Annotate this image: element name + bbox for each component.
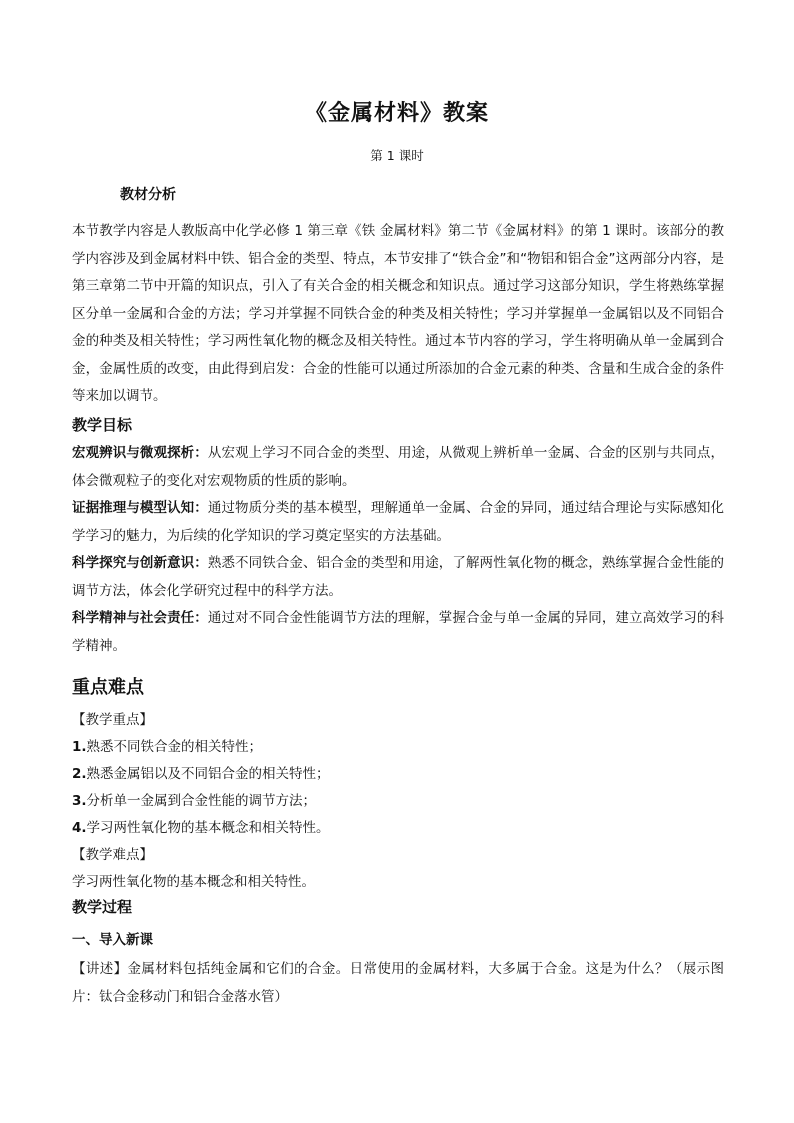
key-heading: 重点难点 [72,677,144,698]
key-points-label: 【教学重点】 [72,712,153,728]
goal-text: 从宏观上学习不同合金的类型、用途，从微观上辨析单一金属、合金的区别与共同点，体会微观粒子的变化对宏观物质的性质的影响。 [72,445,725,489]
goal-paragraph [72,495,724,550]
goal-paragraph [72,440,724,495]
goal-label: 宏观辨识与微观探析： [72,445,208,461]
document-title: 《金属材料》教案 [304,101,489,126]
key-point-item [72,735,262,755]
key-point-item [72,789,316,809]
key-point-number: 4. [72,820,87,836]
key-point-number: 2. [72,766,87,782]
difficulty-label: 【教学难点】 [72,847,153,863]
goal-label: 科学精神与社会责任： [72,610,208,626]
key-point-number: 1. [72,739,87,755]
goal-label: 科学探究与创新意识： [72,555,208,571]
key-point-text: 熟悉不同铁合金的相关特性； [86,739,263,755]
lecture-paragraph: 【讲述】金属材料包括纯金属和它们的合金。日常使用的金属材料，大多属于合金。这是为什么？（展示图片：钛合金移动门和铝合金落水管） [72,961,724,1005]
key-point-item [72,762,330,782]
key-point-number: 3. [72,793,87,809]
analysis-paragraph: 本节教学内容是人教版高中化学必修 1 第三章《铁 金属材料》第二节《金属材料》的第 1 课时。该部分的教学内容涉及到金属材料中铁、铝合金的类型、特点，本节安排了“铁合金”和“物铝和铝合金”这两部分内容，是第三章第二节中开篇的知识点，引入了有关合金的相关概念和知识点。通过学习这部分知识，学生将熟练掌握区分单一金属和合金的方法；学习并掌握不同铁合金的种类及相关特性；学习并掌握单一金属铝以及不同铝合金的种类及相关特性；学习两性氧化物的概念及相关特性。通过本节内容的学习，学生将明确从单一金属到合金，金属性质的改变，由此得到启发：合金的性能可以通过所添加的合金元素的种类、含量和生成合金的条件等来加以调节。 [72,223,724,404]
key-point-text: 熟悉金属铝以及不同铝合金的相关特性； [86,766,330,782]
key-point-text: 学习两性氧化物的基本概念和相关特性。 [86,820,330,836]
section-heading: 一、导入新课 [72,932,153,948]
goal-text: 通过物质分类的基本模型，理解通单一金属、合金的异同，通过结合理论与实际感知化学学习的魅力，为后续的化学知识的学习奠定坚实的方法基础。 [72,500,725,544]
goal-text: 通过对不同合金性能调节方法的理解，掌握合金与单一金属的异同，建立高效学习的科学精神。 [72,610,725,654]
goal-text: 熟悉不同铁合金、铝合金的类型和用途，了解两性氧化物的概念，熟练掌握合金性能的调节方法，体会化学研究过程中的科学方法。 [72,555,725,599]
key-point-item [72,816,330,836]
key-point-text: 分析单一金属到合金性能的调节方法； [86,793,317,809]
difficulty-text: 学习两性氧化物的基本概念和相关特性。 [72,874,315,890]
goal-paragraph [72,605,724,660]
goal-label: 证据推理与模型认知： [72,500,208,516]
analysis-heading: 教材分析 [120,187,176,203]
goals-heading: 教学目标 [72,416,133,434]
document-subtitle: 第 1 课时 [370,148,424,163]
goal-paragraph [72,550,724,605]
process-heading: 教学过程 [72,898,133,916]
